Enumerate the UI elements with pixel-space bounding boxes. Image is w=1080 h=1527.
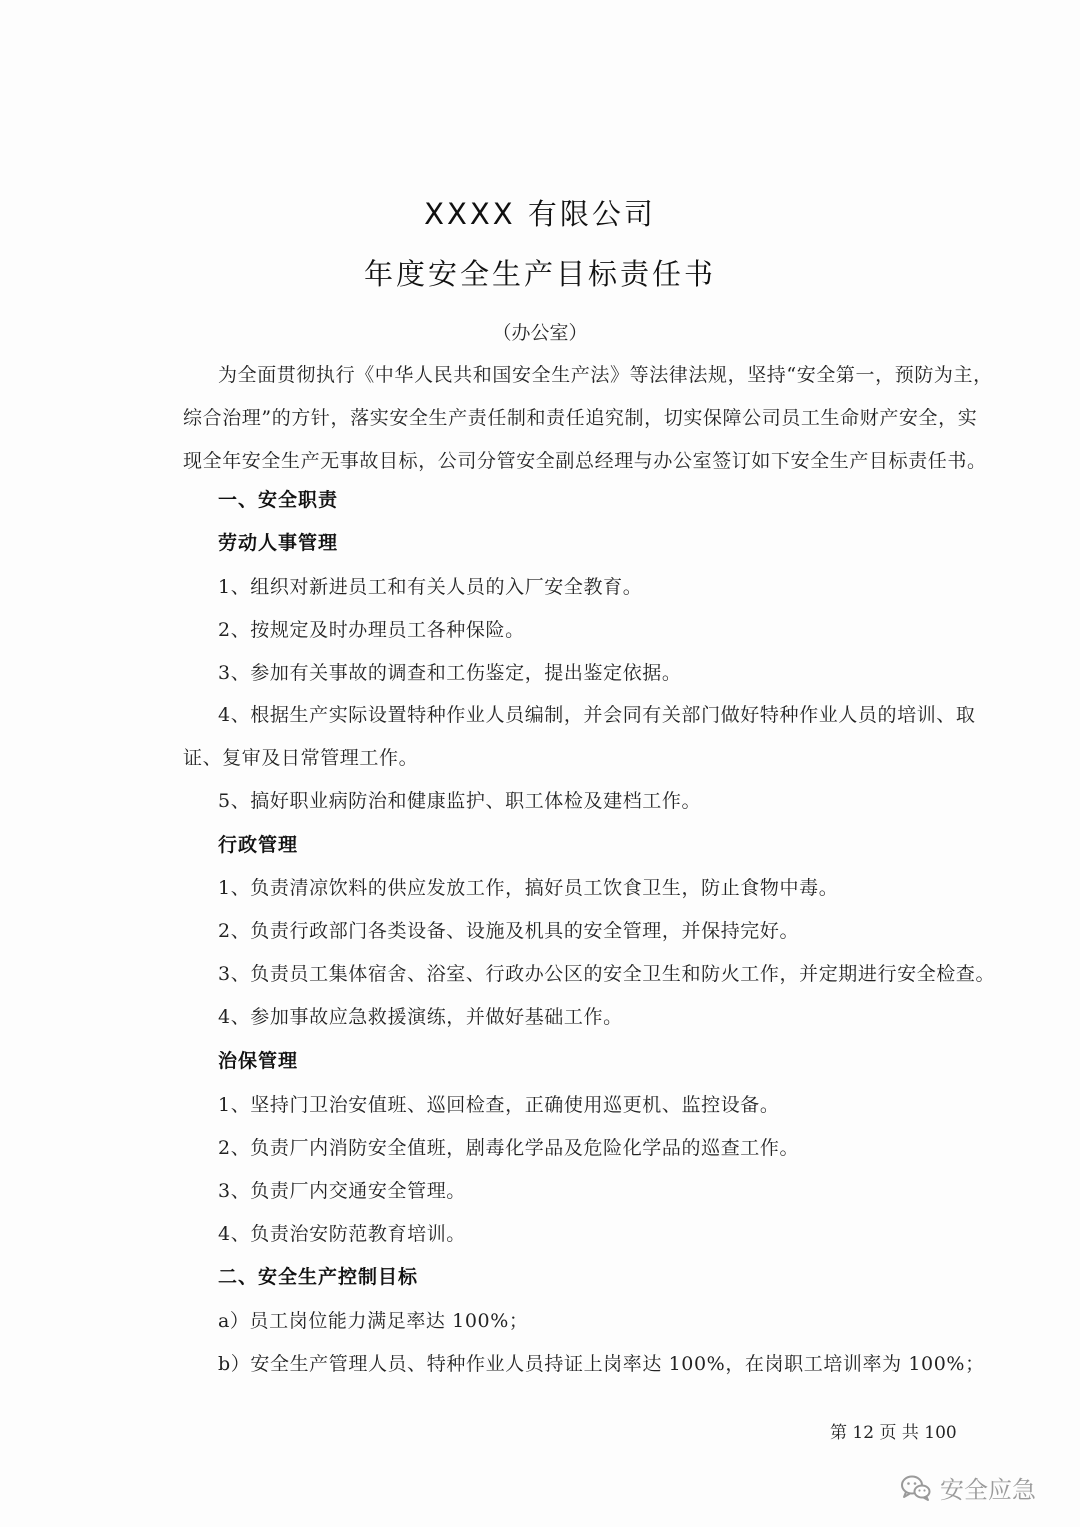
list-item: 4、根据生产实际设置特种作业人员编制，并会同有关部门做好特种作业人员的培训、取 [218,704,976,726]
list-item: 1、组织对新进员工和有关人员的入厂安全教育。 [218,576,643,598]
subsection-heading: 劳动人事管理 [218,532,339,554]
watermark [900,1470,1036,1505]
list-item: 4、负责治安防范教育培训。 [218,1223,466,1245]
document-title-company: XXXX 有限公司 [424,197,656,231]
subsection-heading: 治保管理 [218,1050,299,1072]
list-item: 3、参加有关事故的调查和工伤鉴定，提出鉴定依据。 [218,662,682,684]
document-title: 年度安全生产目标责任书 [363,257,716,291]
intro-line: 综合治理”的方针，落实安全生产责任制和责任追究制，切实保障公司员工生命财产安全，实 [183,407,978,429]
subsection-heading: 行政管理 [218,834,299,856]
list-item: 2、负责厂内消防安全值班，剧毒化学品及危险化学品的巡查工作。 [218,1137,800,1159]
list-item: 1、坚持门卫治安值班、巡回检查，正确使用巡更机、监控设备。 [218,1094,780,1116]
intro-line: 为全面贯彻执行《中华人民共和国安全生产法》等法律法规，坚持“安全第一，预防为主， [218,364,993,386]
intro-line: 现全年安全生产无事故目标，公司分管安全副总经理与办公室签订如下安全生产目标责任书。 [183,450,987,472]
list-item: 4、参加事故应急救援演练，并做好基础工作。 [218,1006,623,1028]
list-item: 1、负责清凉饮料的供应发放工作，搞好员工饮食卫生，防止食物中毒。 [218,877,839,899]
wechat-icon [900,1474,932,1502]
list-item-continuation: 证、复审及日常管理工作。 [183,747,419,769]
list-item: 3、负责员工集体宿舍、浴室、行政办公区的安全卫生和防火工作，并定期进行安全检查。 [218,963,996,985]
watermark-text: 安全应急 [940,1476,1036,1504]
section-heading: 一、安全职责 [218,489,339,511]
document-subtitle: （办公室） [492,322,588,344]
list-item: 2、按规定及时办理员工各种保险。 [218,619,525,641]
list-item: 5、搞好职业病防治和健康监护、职工体检及建档工作。 [218,790,702,812]
list-item: b）安全生产管理人员、特种作业人员持证上岗率达 100%，在岗职工培训率为 100%； [218,1353,985,1375]
list-item: 2、负责行政部门各类设备、设施及机具的安全管理，并保持完好。 [218,920,800,942]
page-number: 第 12 页 共 100 [830,1423,957,1443]
list-item: 3、负责厂内交通安全管理。 [218,1180,466,1202]
list-item: a）员工岗位能力满足率达 100%； [218,1310,529,1332]
section-heading: 二、安全生产控制目标 [218,1266,419,1288]
